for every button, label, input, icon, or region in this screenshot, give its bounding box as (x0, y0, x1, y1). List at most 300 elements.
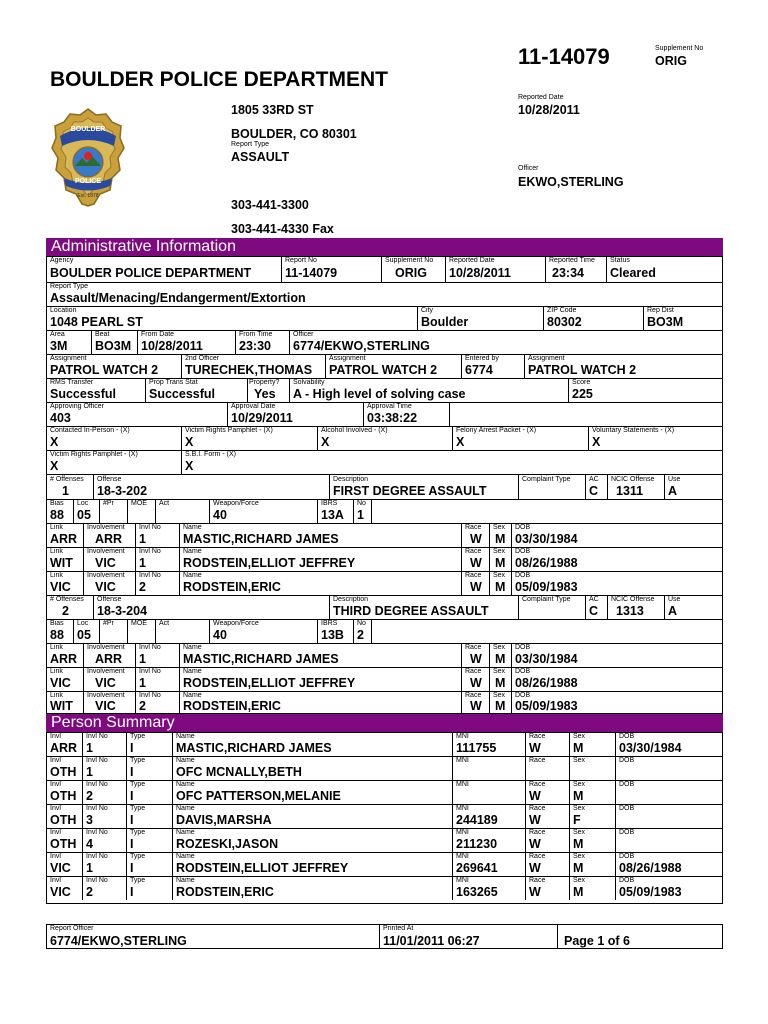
invl-value: VIC (50, 885, 71, 899)
offense-1-code-label: Offense (97, 476, 122, 483)
victim-rights-pamphlet-value-2: X (50, 459, 59, 473)
officer-value: EKWO,STERLING (518, 175, 624, 189)
sex-value: M (495, 556, 506, 570)
race-value: W (470, 699, 482, 713)
link-label: Link (50, 572, 63, 579)
offense-2-ibrs-label: IBRS (321, 620, 338, 627)
offense-1-ibrs: 13A (321, 508, 344, 522)
approval-time-value: 03:38:22 (367, 411, 418, 425)
officer-value-2: 6774/EKWO,STERLING (293, 339, 430, 353)
invl-label: Invl (50, 733, 61, 740)
zip-label: ZIP Code (547, 307, 577, 314)
from-date-label: From Date (141, 331, 175, 338)
invl-no-value: 1 (139, 556, 146, 570)
dob-value: 03/30/1984 (619, 741, 682, 755)
dob-label: DOB (619, 757, 635, 764)
sex-value: M (573, 837, 584, 851)
race-label: Race (529, 733, 546, 740)
offense-2-num: 2 (62, 604, 69, 618)
mni-label: MNI (456, 853, 469, 860)
invl-label: Invl (50, 805, 61, 812)
report-type-value-2: Assault/Menacing/Endangerment/Extortion (50, 291, 306, 305)
officer-label-2: Officer (293, 331, 314, 338)
admin-section-header: Administrative Information (46, 238, 723, 256)
name-label: Name (183, 524, 202, 531)
dob-label: DOB (619, 805, 635, 812)
offense-2-ncic: 1313 (616, 604, 644, 618)
sex-label: Sex (493, 572, 506, 579)
offense-1-ncic-label: NCIC Offense (611, 476, 655, 483)
race-value: W (470, 580, 482, 594)
involvement-label: Involvement (87, 644, 125, 651)
name-value: ROZESKI,JASON (176, 837, 279, 851)
offense-2-weapon: 40 (213, 628, 227, 642)
offense-2-num-label: # Offenses (50, 596, 84, 603)
offense-1-weapon-label: Weapon/Force (213, 500, 259, 507)
prop-trans-stat-label: Prop Trans Stat (149, 379, 198, 386)
solvability-value: A - High level of solving case (293, 387, 466, 401)
sex-label: Sex (573, 853, 586, 860)
offense-2-ctype-label: Complaint Type (522, 596, 571, 603)
offense-1-ibrs-label: IBRS (321, 500, 338, 507)
invl-no-label: Invl No (86, 877, 108, 884)
invl-value: ARR (50, 741, 78, 755)
link-value: WIT (50, 556, 73, 570)
race-value: W (529, 813, 541, 827)
printed-at-label: Printed At (383, 925, 414, 932)
sex-value: M (495, 652, 506, 666)
sex-label: Sex (573, 757, 586, 764)
second-officer-label: 2nd Officer (185, 355, 220, 362)
invl-no-value: 1 (86, 861, 93, 875)
offense-1-no-label: No (357, 500, 366, 507)
dob-label: DOB (619, 733, 635, 740)
sex-value: F (573, 813, 581, 827)
race-label: Race (529, 877, 546, 884)
mni-label: MNI (456, 757, 469, 764)
invl-no-value: 1 (86, 741, 93, 755)
invl-no-label: Invl No (139, 524, 161, 531)
race-value: W (470, 676, 482, 690)
name-value: RODSTEIN,ELLIOT JEFFREY (183, 676, 356, 690)
race-label: Race (465, 548, 482, 555)
area-label: Area (50, 331, 65, 338)
offense-1-loc: 05 (77, 508, 91, 522)
zip-value: 80302 (547, 315, 582, 329)
status-label: Status (610, 257, 630, 264)
invl-no-value: 2 (86, 789, 93, 803)
invl-no-value: 3 (86, 813, 93, 827)
approval-date-label: Approval Date (231, 403, 276, 410)
invl-value: VIC (50, 861, 71, 875)
approving-officer-label: Approving Officer (50, 403, 104, 410)
invl-no-label: Invl No (86, 853, 108, 860)
entered-by-value: 6774 (465, 363, 493, 377)
offense-2-code-label: Offense (97, 596, 122, 603)
assignment-label-1: Assignment (50, 355, 87, 362)
invl-no-label: Invl No (139, 548, 161, 555)
race-label: Race (529, 781, 546, 788)
invl-no-value: 1 (139, 652, 146, 666)
name-label: Name (176, 733, 195, 740)
name-value: DAVIS,MARSHA (176, 813, 272, 827)
supplement-label: Supplement No (655, 45, 704, 52)
name-value: RODSTEIN,ERIC (176, 885, 274, 899)
offense-2-no-label: No (357, 620, 366, 627)
offense-1-ac-label: AC (589, 476, 599, 483)
reported-time-label: Reported Time (549, 257, 595, 264)
race-value: W (470, 556, 482, 570)
mni-value: 244189 (456, 813, 498, 827)
sex-label: Sex (493, 524, 506, 531)
dob-label: DOB (515, 668, 531, 675)
invl-no-label: Invl No (86, 757, 108, 764)
mni-label: MNI (456, 805, 469, 812)
assignment-value-1: PATROL WATCH 2 (50, 363, 159, 377)
dob-label: DOB (619, 781, 635, 788)
dob-value: 03/30/1984 (515, 652, 578, 666)
assignment-label-3: Assignment (528, 355, 565, 362)
dob-label: DOB (619, 853, 635, 860)
assignment-value-3: PATROL WATCH 2 (528, 363, 637, 377)
offense-2-loc-label: Loc (77, 620, 89, 627)
city-label: City (421, 307, 434, 314)
name-value: OFC MCNALLY,BETH (176, 765, 302, 779)
sex-label: Sex (573, 733, 586, 740)
type-label: Type (130, 733, 146, 740)
offense-1-weapon: 40 (213, 508, 227, 522)
from-time-value: 23:30 (239, 339, 271, 353)
sex-value: M (495, 532, 506, 546)
sbi-form-value: X (185, 459, 194, 473)
race-value: W (470, 652, 482, 666)
race-label: Race (465, 572, 482, 579)
offense-1-ctype-label: Complaint Type (522, 476, 571, 483)
contacted-in-person-label: Contacted In-Person - (X) (50, 427, 130, 434)
police-badge-logo (50, 106, 126, 210)
agency-value: BOULDER POLICE DEPARTMENT (50, 266, 252, 280)
invl-no-label: Invl No (86, 781, 108, 788)
link-label: Link (50, 548, 63, 555)
location-value: 1048 PEARL ST (50, 315, 143, 329)
mni-value: 211230 (456, 837, 498, 851)
involvement-value: VIC (95, 556, 116, 570)
type-label: Type (130, 853, 146, 860)
invl-label: Invl (50, 757, 61, 764)
type-label: Type (130, 757, 146, 764)
rms-transfer-label: RMS Transfer (50, 379, 94, 386)
location-label: Location (50, 307, 77, 314)
voluntary-statements-label: Voluntary Statements - (X) (592, 427, 675, 434)
involvement-label: Involvement (87, 692, 125, 699)
name-label: Name (176, 877, 195, 884)
type-value: I (130, 813, 134, 827)
sex-value: M (573, 885, 584, 899)
offense-2-code: 18-3-204 (97, 604, 148, 618)
reported-date-label: Reported Date (518, 94, 564, 101)
type-value: I (130, 741, 134, 755)
offense-2-bias-label: Bias (50, 620, 64, 627)
dob-value: 05/09/1983 (619, 885, 682, 899)
property-label: Property? (249, 379, 280, 386)
offense-1-desc: FIRST DEGREE ASSAULT (333, 484, 487, 498)
race-label: Race (529, 829, 546, 836)
offense-1-pr-label: #Pr (103, 500, 114, 507)
type-value: I (130, 789, 134, 803)
type-value: I (130, 837, 134, 851)
offense-2-act-label: Act (159, 620, 170, 627)
offense-2-bias: 88 (50, 628, 64, 642)
invl-no-label: Invl No (86, 805, 108, 812)
involvement-value: VIC (95, 699, 116, 713)
invl-no-value: 4 (86, 837, 93, 851)
name-value: OFC PATTERSON,MELANIE (176, 789, 341, 803)
sex-label: Sex (573, 781, 586, 788)
sex-value: M (495, 580, 506, 594)
offense-2-use: A (668, 604, 678, 618)
dob-value: 03/30/1984 (515, 532, 578, 546)
offense-1-act-label: Act (159, 500, 170, 507)
link-value: ARR (50, 652, 78, 666)
solvability-label: Solvability (293, 379, 325, 386)
link-label: Link (50, 668, 63, 675)
name-label: Name (183, 644, 202, 651)
race-label: Race (529, 805, 546, 812)
invl-no-label: Invl No (139, 644, 161, 651)
dob-value: 08/26/1988 (619, 861, 682, 875)
supplement-no-value: ORIG (395, 266, 427, 280)
name-label: Name (183, 692, 202, 699)
printed-at-value: 11/01/2011 06:27 (383, 934, 480, 948)
victim-rights-pamphlet-value: X (185, 435, 194, 449)
type-label: Type (130, 877, 146, 884)
type-value: I (130, 765, 134, 779)
name-label: Name (176, 853, 195, 860)
invl-label: Invl (50, 829, 61, 836)
offense-2-ac: C (589, 604, 599, 618)
type-label: Type (130, 829, 146, 836)
invl-value: OTH (50, 813, 77, 827)
badge-text-bottom: Est. 1878 (77, 193, 99, 199)
name-value: RODSTEIN,ELLIOT JEFFREY (183, 556, 356, 570)
race-label: Race (465, 692, 482, 699)
fax-number: 303-441-4330 Fax (231, 222, 334, 236)
name-label: Name (183, 572, 202, 579)
report-type-label-2: Report Type (50, 283, 89, 290)
invl-label: Invl (50, 781, 61, 788)
dob-label: DOB (515, 572, 531, 579)
race-value: W (529, 789, 541, 803)
invl-no-value: 1 (86, 765, 93, 779)
involvement-label: Involvement (87, 524, 125, 531)
invl-value: OTH (50, 789, 77, 803)
offense-1-ncic: 1311 (616, 484, 644, 498)
badge-text-top: BOULDER (70, 126, 106, 133)
link-label: Link (50, 644, 63, 651)
sex-label: Sex (493, 644, 506, 651)
reported-time-value: 23:34 (552, 266, 584, 280)
offense-1-use-label: Use (668, 476, 681, 483)
beat-label: Beat (95, 331, 110, 338)
involvement-label: Involvement (87, 668, 125, 675)
offense-2-loc: 05 (77, 628, 91, 642)
dob-value: 05/09/1983 (515, 580, 578, 594)
type-value: I (130, 861, 134, 875)
approval-date-value: 10/29/2011 (231, 411, 293, 425)
sex-value: M (573, 861, 584, 875)
mni-label: MNI (456, 781, 469, 788)
invl-no-value: 1 (139, 676, 146, 690)
approving-officer-value: 403 (50, 411, 71, 425)
invl-label: Invl (50, 877, 61, 884)
victim-rights-pamphlet-label: Victim Rights Pamphlet - (X) (185, 427, 273, 434)
reported-date-value: 10/28/2011 (518, 103, 580, 117)
offense-1-ac: C (589, 484, 599, 498)
sex-label: Sex (573, 805, 586, 812)
score-label: Score (572, 379, 591, 386)
type-label: Type (130, 781, 146, 788)
name-value: RODSTEIN,ELLIOT JEFFREY (176, 861, 349, 875)
invl-no-label: Invl No (139, 668, 161, 675)
sex-value: M (495, 699, 506, 713)
assignment-label-2: Assignment (329, 355, 366, 362)
race-label: Race (465, 668, 482, 675)
offense-1-desc-label: Description (333, 476, 369, 483)
link-label: Link (50, 524, 63, 531)
dob-label: DOB (515, 692, 531, 699)
sex-value: M (495, 676, 506, 690)
sbi-form-label: S.B.I. Form - (X) (185, 451, 236, 458)
beat-value: BO3M (95, 339, 132, 353)
reported-date-value-2: 10/28/2011 (449, 266, 511, 280)
invl-no-label: Invl No (86, 829, 108, 836)
type-value: I (130, 885, 134, 899)
dob-value: 08/26/1988 (515, 676, 578, 690)
offense-1-code: 18-3-202 (97, 484, 148, 498)
area-value: 3M (50, 339, 68, 353)
invl-no-value: 2 (139, 580, 146, 594)
name-value: RODSTEIN,ERIC (183, 580, 281, 594)
report-no-label: Report No (285, 257, 317, 264)
dob-value: 05/09/1983 (515, 699, 578, 713)
reported-date-label-2: Reported Date (449, 257, 495, 264)
felony-arrest-packet-value: X (456, 435, 465, 449)
offense-2-desc-label: Description (333, 596, 369, 603)
victim-rights-pamphlet-label-2: Victim Rights Pamphlet - (X) (50, 451, 138, 458)
invl-no-label: Invl No (139, 692, 161, 699)
phone-number: 303-441-3300 (231, 198, 309, 212)
dob-label: DOB (619, 829, 635, 836)
supplement-no-label: Supplement No (385, 257, 434, 264)
involvement-label: Involvement (87, 572, 125, 579)
address-line-1: 1805 33RD ST (231, 103, 314, 117)
offense-2-use-label: Use (668, 596, 681, 603)
offense-2-desc: THIRD DEGREE ASSAULT (333, 604, 489, 618)
property-value: Yes (254, 387, 276, 401)
dob-label: DOB (515, 548, 531, 555)
mni-label: MNI (456, 733, 469, 740)
name-label: Name (183, 548, 202, 555)
offense-1-bias: 88 (50, 508, 64, 522)
report-type-value: ASSAULT (231, 150, 290, 164)
offense-1-use: A (668, 484, 678, 498)
offense-2-moe-label: MOE (131, 620, 147, 627)
page-indicator: Page 1 of 6 (564, 934, 630, 948)
person-summary-header: Person Summary (46, 714, 723, 732)
involvement-value: VIC (95, 580, 116, 594)
invl-no-value: 2 (86, 885, 93, 899)
race-label: Race (529, 757, 546, 764)
sex-label: Sex (573, 829, 586, 836)
sex-value: M (573, 741, 584, 755)
involvement-value: VIC (95, 676, 116, 690)
link-value: WIT (50, 699, 73, 713)
involvement-value: ARR (95, 652, 123, 666)
score-value: 225 (572, 387, 593, 401)
assignment-value-2: PATROL WATCH 2 (329, 363, 438, 377)
sex-label: Sex (573, 877, 586, 884)
name-label: Name (176, 757, 195, 764)
race-label: Race (529, 853, 546, 860)
report-officer-value: 6774/EKWO,STERLING (50, 934, 187, 948)
from-date-value: 10/28/2011 (141, 339, 203, 353)
contacted-in-person-value: X (50, 435, 59, 449)
offense-2-no: 2 (357, 628, 364, 642)
rep-dist-value: BO3M (647, 315, 684, 329)
badge-text-mid: POLICE (74, 178, 102, 185)
report-number: 11-14079 (518, 44, 610, 69)
offense-2-ibrs: 13B (321, 628, 344, 642)
rep-dist-label: Rep Dist (647, 307, 674, 314)
mni-label: MNI (456, 877, 469, 884)
offense-1-bias-label: Bias (50, 500, 64, 507)
sex-label: Sex (493, 548, 506, 555)
offense-1-num-label: # Offenses (50, 476, 84, 483)
dob-value: 08/26/1988 (515, 556, 578, 570)
felony-arrest-packet-label: Felony Arrest Packet - (X) (456, 427, 537, 434)
invl-no-value: 2 (139, 699, 146, 713)
offense-1-loc-label: Loc (77, 500, 89, 507)
voluntary-statements-value: X (592, 435, 601, 449)
invl-value: OTH (50, 837, 77, 851)
alcohol-involved-value: X (321, 435, 330, 449)
involvement-value: ARR (95, 532, 123, 546)
name-label: Name (176, 805, 195, 812)
report-officer-label: Report Officer (50, 925, 94, 932)
offense-2-ncic-label: NCIC Offense (611, 596, 655, 603)
name-value: RODSTEIN,ERIC (183, 699, 281, 713)
invl-no-label: Invl No (139, 572, 161, 579)
name-value: MASTIC,RICHARD JAMES (183, 652, 339, 666)
race-value: W (470, 532, 482, 546)
rms-transfer-value: Successful (50, 387, 117, 401)
invl-no-value: 1 (139, 532, 146, 546)
type-label: Type (130, 805, 146, 812)
name-value: MASTIC,RICHARD JAMES (183, 532, 339, 546)
offense-2-pr-label: #Pr (103, 620, 114, 627)
second-officer-value: TURECHEK,THOMAS (185, 363, 313, 377)
name-value: MASTIC,RICHARD JAMES (176, 741, 332, 755)
involvement-label: Involvement (87, 548, 125, 555)
link-value: VIC (50, 676, 71, 690)
dob-label: DOB (515, 644, 531, 651)
prop-trans-stat-value: Successful (149, 387, 216, 401)
sex-value: M (573, 789, 584, 803)
offense-2-ac-label: AC (589, 596, 599, 603)
race-label: Race (465, 524, 482, 531)
link-value: ARR (50, 532, 78, 546)
from-time-label: From Time (239, 331, 273, 338)
